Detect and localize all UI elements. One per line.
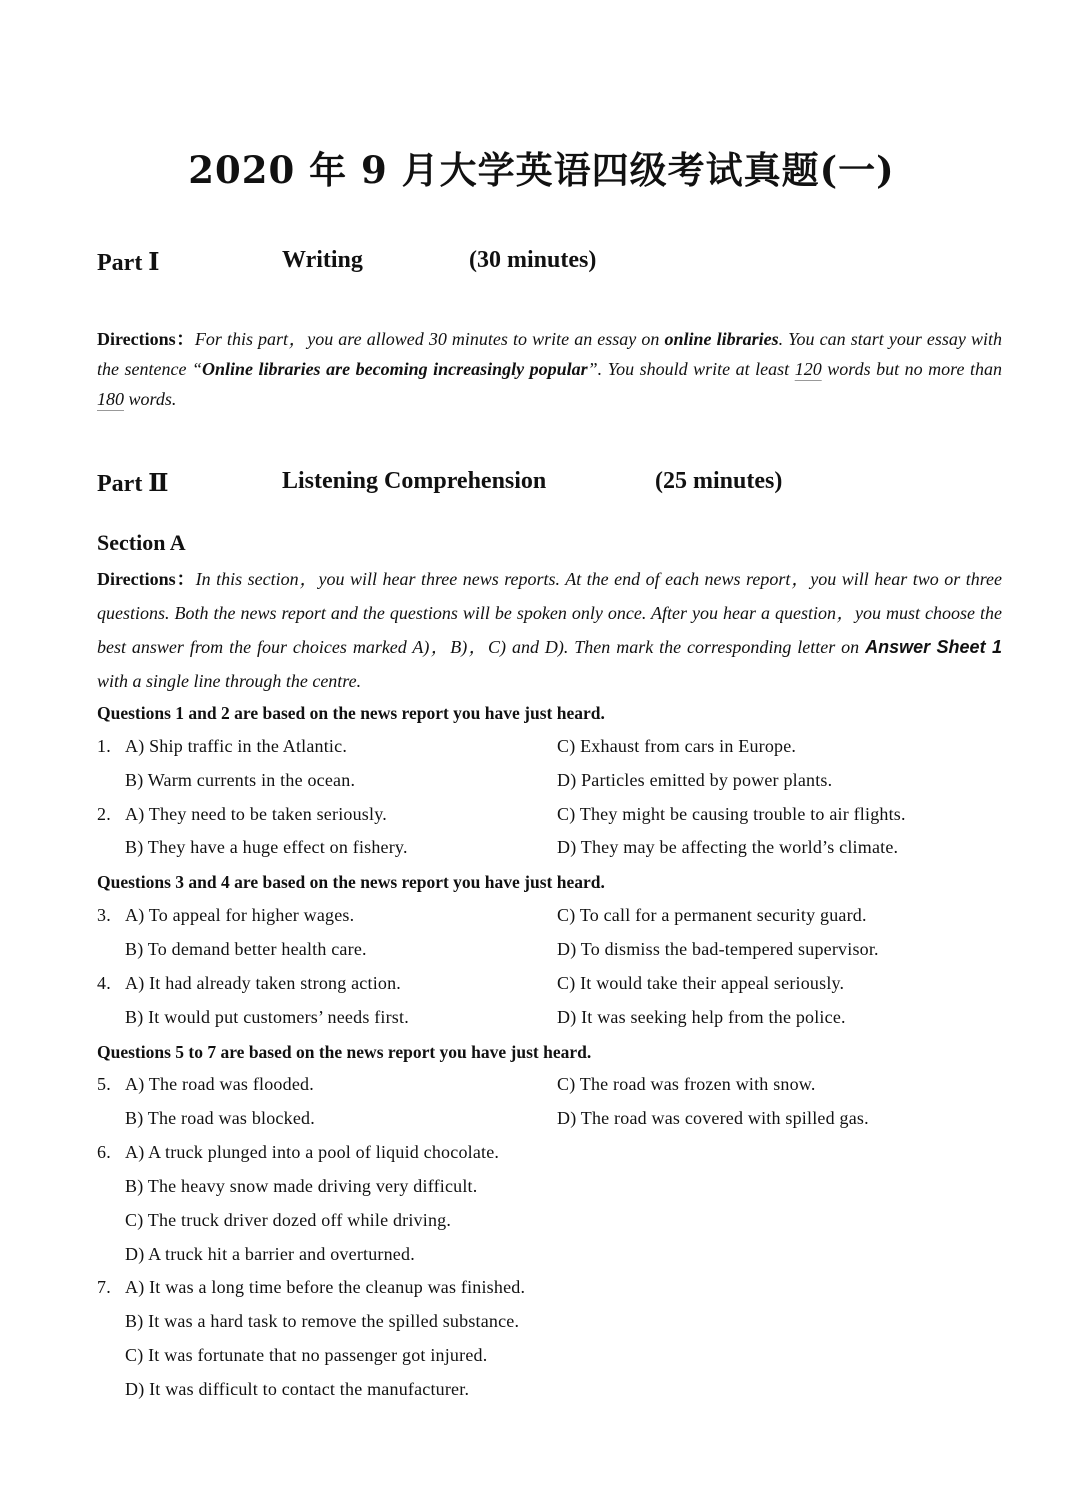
q4-option-b: B) It would put customers’ needs first. <box>125 1007 409 1027</box>
q2-option-c: C) They might be causing trouble to air flights. <box>557 804 906 824</box>
part1-time: (30 minutes) <box>469 247 597 273</box>
q4-option-c: C) It would take their appeal seriously. <box>557 973 845 993</box>
question-number: 4. <box>97 973 111 993</box>
q3-option-b: B) To demand better health care. <box>125 939 367 959</box>
part1-directions: Directions：For this part，you are allowed 30 minutes to write an essay on online libraries. You can start your essay with the sentence “Online libraries are becoming increasingly popular”. You should write at least 120 words but no more than 180 words. <box>97 329 1003 409</box>
essay-opening-sentence: Online libraries are becoming increasingly popular <box>202 359 588 379</box>
max-words: 180 <box>97 389 124 409</box>
q6-option-a: 6. A) A truck plunged into a pool of liquid chocolate. <box>97 1142 500 1162</box>
part2-directions: Directions：In this section，you will hear three news reports. At the end of each news report，you will hear two or three questions. Both the news report and the questions will be spoken only once. After you hear a question，you must choose the best answer from the four choices marked A)，B)，C) and D). Then mark the corresponding letter on Answer Sheet 1 with a single line through the centre. <box>97 569 1003 691</box>
part2-label: Part Ⅱ <box>97 471 169 497</box>
question-number: 1. <box>97 736 111 756</box>
q3-option-c: C) To call for a permanent security guard. <box>557 905 867 925</box>
q3-option-a: 3. A) To appeal for higher wages. <box>97 905 355 925</box>
section-a-heading: Section A <box>97 530 186 555</box>
q5-option-b: B) The road was blocked. <box>125 1108 315 1128</box>
part2-time: (25 minutes) <box>655 468 783 494</box>
q7-option-b: B) It was a hard task to remove the spilled substance. <box>125 1311 520 1331</box>
question-number: 3. <box>97 905 111 925</box>
question-group-heading: Questions 3 and 4 are based on the news report you have just heard. <box>97 872 605 892</box>
q6-option-b: B) The heavy snow made driving very difficult. <box>125 1176 478 1196</box>
q4-option-a: 4. A) It had already taken strong action. <box>97 973 402 993</box>
part1-name: Writing <box>282 247 363 273</box>
q7-option-d: D) It was difficult to contact the manufacturer. <box>125 1379 470 1399</box>
q2-option-d: D) They may be affecting the world’s climate. <box>557 837 899 857</box>
min-words: 120 <box>794 359 822 379</box>
question-number: 6. <box>97 1142 111 1162</box>
q1-option-a: 1. A) Ship traffic in the Atlantic. <box>97 736 348 756</box>
q5-option-c: C) The road was frozen with snow. <box>557 1074 816 1094</box>
question-group-heading: Questions 5 to 7 are based on the news report you have just heard. <box>97 1042 592 1062</box>
page-title: 2020 年 9 月大学英语四级考试真题(一) <box>188 148 895 192</box>
part2-name: Listening Comprehension <box>282 468 547 494</box>
question-number: 7. <box>97 1277 111 1297</box>
q1-option-d: D) Particles emitted by power plants. <box>557 770 833 790</box>
answer-sheet-label: Answer Sheet 1 <box>865 637 1002 657</box>
question-group-heading: Questions 1 and 2 are based on the news report you have just heard. <box>97 703 605 723</box>
q2-option-a: 2. A) They need to be taken seriously. <box>97 804 387 824</box>
q2-option-b: B) They have a huge effect on fishery. <box>125 837 408 857</box>
q5-option-a: 5. A) The road was flooded. <box>97 1074 314 1094</box>
directions-label: Directions <box>97 569 176 589</box>
q7-option-a: 7. A) It was a long time before the cleanup was finished. <box>97 1277 526 1297</box>
q4-option-d: D) It was seeking help from the police. <box>557 1007 846 1027</box>
question-number: 2. <box>97 804 111 824</box>
q3-option-d: D) To dismiss the bad-tempered supervisor. <box>557 939 879 959</box>
q6-option-c: C) The truck driver dozed off while driving. <box>125 1210 452 1230</box>
question-number: 5. <box>97 1074 111 1094</box>
essay-topic: online libraries <box>664 329 779 349</box>
part1-label: Part Ⅰ <box>97 250 160 276</box>
q6-option-d: D) A truck hit a barrier and overturned. <box>125 1244 415 1264</box>
q5-option-d: D) The road was covered with spilled gas. <box>557 1108 869 1128</box>
directions-label: Directions <box>97 329 176 349</box>
q7-option-c: C) It was fortunate that no passenger got injured. <box>125 1345 488 1365</box>
q1-option-c: C) Exhaust from cars in Europe. <box>557 736 797 756</box>
q1-option-b: B) Warm currents in the ocean. <box>125 770 356 790</box>
